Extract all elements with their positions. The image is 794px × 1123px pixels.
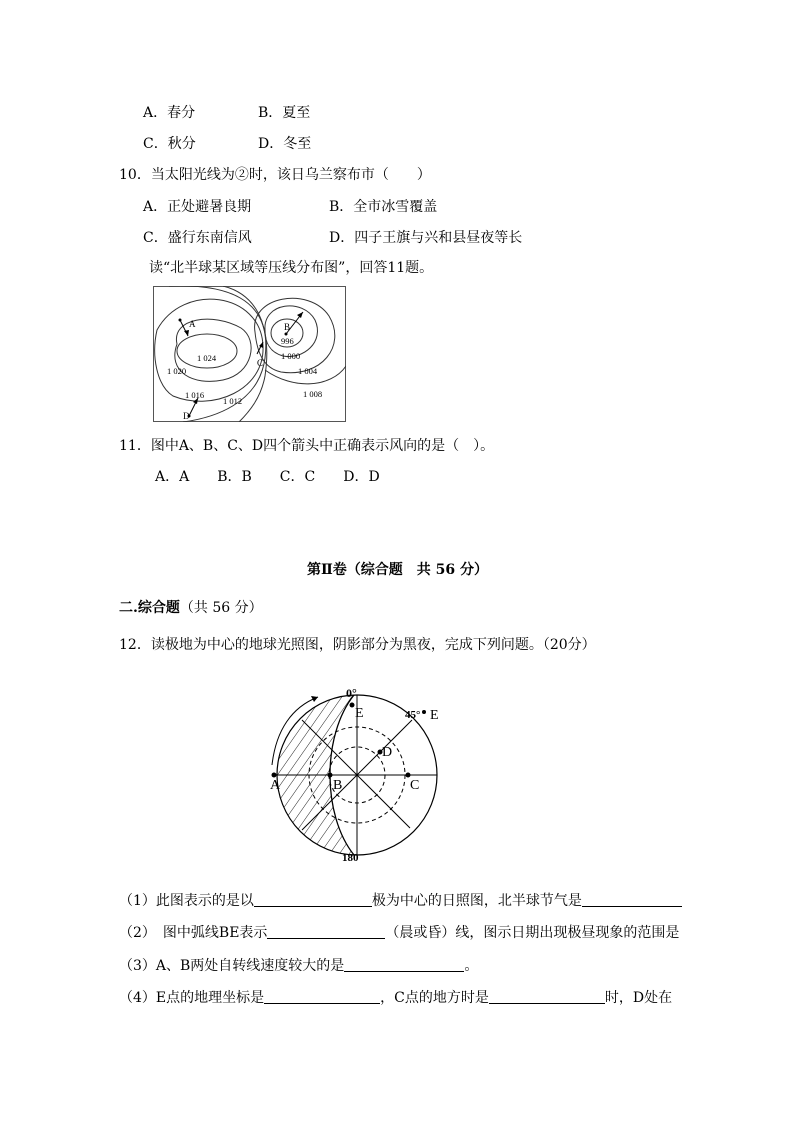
read-instruction-11: 读“北半球某区域等压线分布图”，回答11题。 — [149, 260, 434, 276]
q9-option-a: A．春分 — [143, 105, 196, 121]
q12-sub3 — [119, 957, 478, 975]
isobar-1020: 1 020 — [167, 366, 187, 376]
q9-option-b: B．夏至 — [258, 105, 311, 121]
q10-option-a: A．正处避暑良期 — [143, 199, 252, 215]
q12-sub1-text-b: 极为中心的日照图，北半球节气是 — [371, 893, 582, 909]
diagram-point-d: D — [382, 745, 393, 760]
answer-blank-1a[interactable] — [254, 892, 372, 907]
diagram-point-c: C — [410, 778, 420, 793]
answer-blank-4b[interactable] — [489, 989, 605, 1004]
q12-sub4-text-a: （4）E点的地理坐标是 — [119, 990, 265, 1006]
q12-stem: 12．读极地为中心的地球光照图，阴影部分为黑夜，完成下列问题。（20分） — [119, 637, 596, 653]
isobar-1024: 1 024 — [197, 353, 217, 363]
map-label-c: C — [257, 358, 264, 368]
answer-blank-4a[interactable] — [264, 989, 380, 1004]
q12-sub1-text-a: （1）此图表示的是以 — [119, 893, 254, 909]
q12-sub2-text-a: （2） 图中弧线BE表示 — [119, 925, 268, 941]
diagram-lon-label: 45° — [405, 709, 421, 721]
diagram-point-a: A — [270, 778, 281, 793]
q9-option-c: C．秋分 — [143, 136, 196, 152]
q12-sub3-text-b: 。 — [464, 958, 479, 974]
part2-heading — [119, 599, 263, 617]
q12-sub4-text-c: 时，D处在 — [604, 990, 673, 1006]
q12-sub3-text-a: （3）A、B两处自转线速度较大的是 — [119, 958, 345, 974]
diagram-point-b: B — [333, 778, 343, 793]
isobar-map — [153, 286, 346, 422]
q11-options: A．A B．B C．C D．D — [155, 469, 380, 485]
q11-stem: 11．图中A、B、C、D四个箭头中正确表示风向的是（ ）。 — [119, 438, 495, 454]
q12-sub4-text-b: ，C点的地方时是 — [380, 990, 489, 1006]
isobar-1012: 1 012 — [223, 396, 243, 406]
diagram-bottom-label: 180 — [342, 852, 359, 864]
part2-heading-bold: 二.综合题 — [119, 600, 180, 616]
part2-title: 第Ⅱ卷（综合题 共 56 分） — [307, 562, 489, 578]
q12-sub2-text-b: （晨或昏）线，图示日期出现极昼现象的范围是 — [385, 925, 680, 941]
answer-blank-3[interactable] — [344, 957, 464, 972]
diagram-point-e-outer: E — [430, 708, 439, 723]
q10-option-d: D．四子王旗与兴和县昼夜等长 — [329, 230, 523, 246]
q10-stem: 10．当太阳光线为②时，该日乌兰察布市（ ） — [119, 167, 431, 183]
q10-option-c: C．盛行东南信风 — [143, 230, 252, 246]
diagram-top-label: 0° — [346, 686, 357, 700]
q12-sub2 — [119, 924, 679, 942]
q10-option-b: B．全市冰雪覆盖 — [329, 199, 438, 215]
q12-sub4 — [119, 989, 672, 1007]
q9-option-d: D．冬至 — [258, 136, 312, 152]
answer-blank-2a[interactable] — [267, 924, 385, 939]
polar-illumination-diagram — [262, 685, 452, 865]
map-label-d: D — [183, 411, 190, 421]
isobar-1008: 1 008 — [303, 389, 323, 399]
isobar-1000: 1 000 — [281, 351, 301, 361]
diagram-point-e-inner: E — [355, 706, 364, 721]
isobar-1004: 1 004 — [298, 366, 318, 376]
map-label-b: B — [284, 322, 291, 332]
part2-heading-rest: （共 56 分） — [179, 600, 263, 616]
q12-sub1 — [119, 892, 682, 910]
answer-blank-1b[interactable] — [582, 892, 682, 907]
isobar-1016: 1 016 — [185, 390, 205, 400]
map-label-a: A — [189, 319, 196, 329]
isobar-996: 996 — [281, 336, 294, 346]
